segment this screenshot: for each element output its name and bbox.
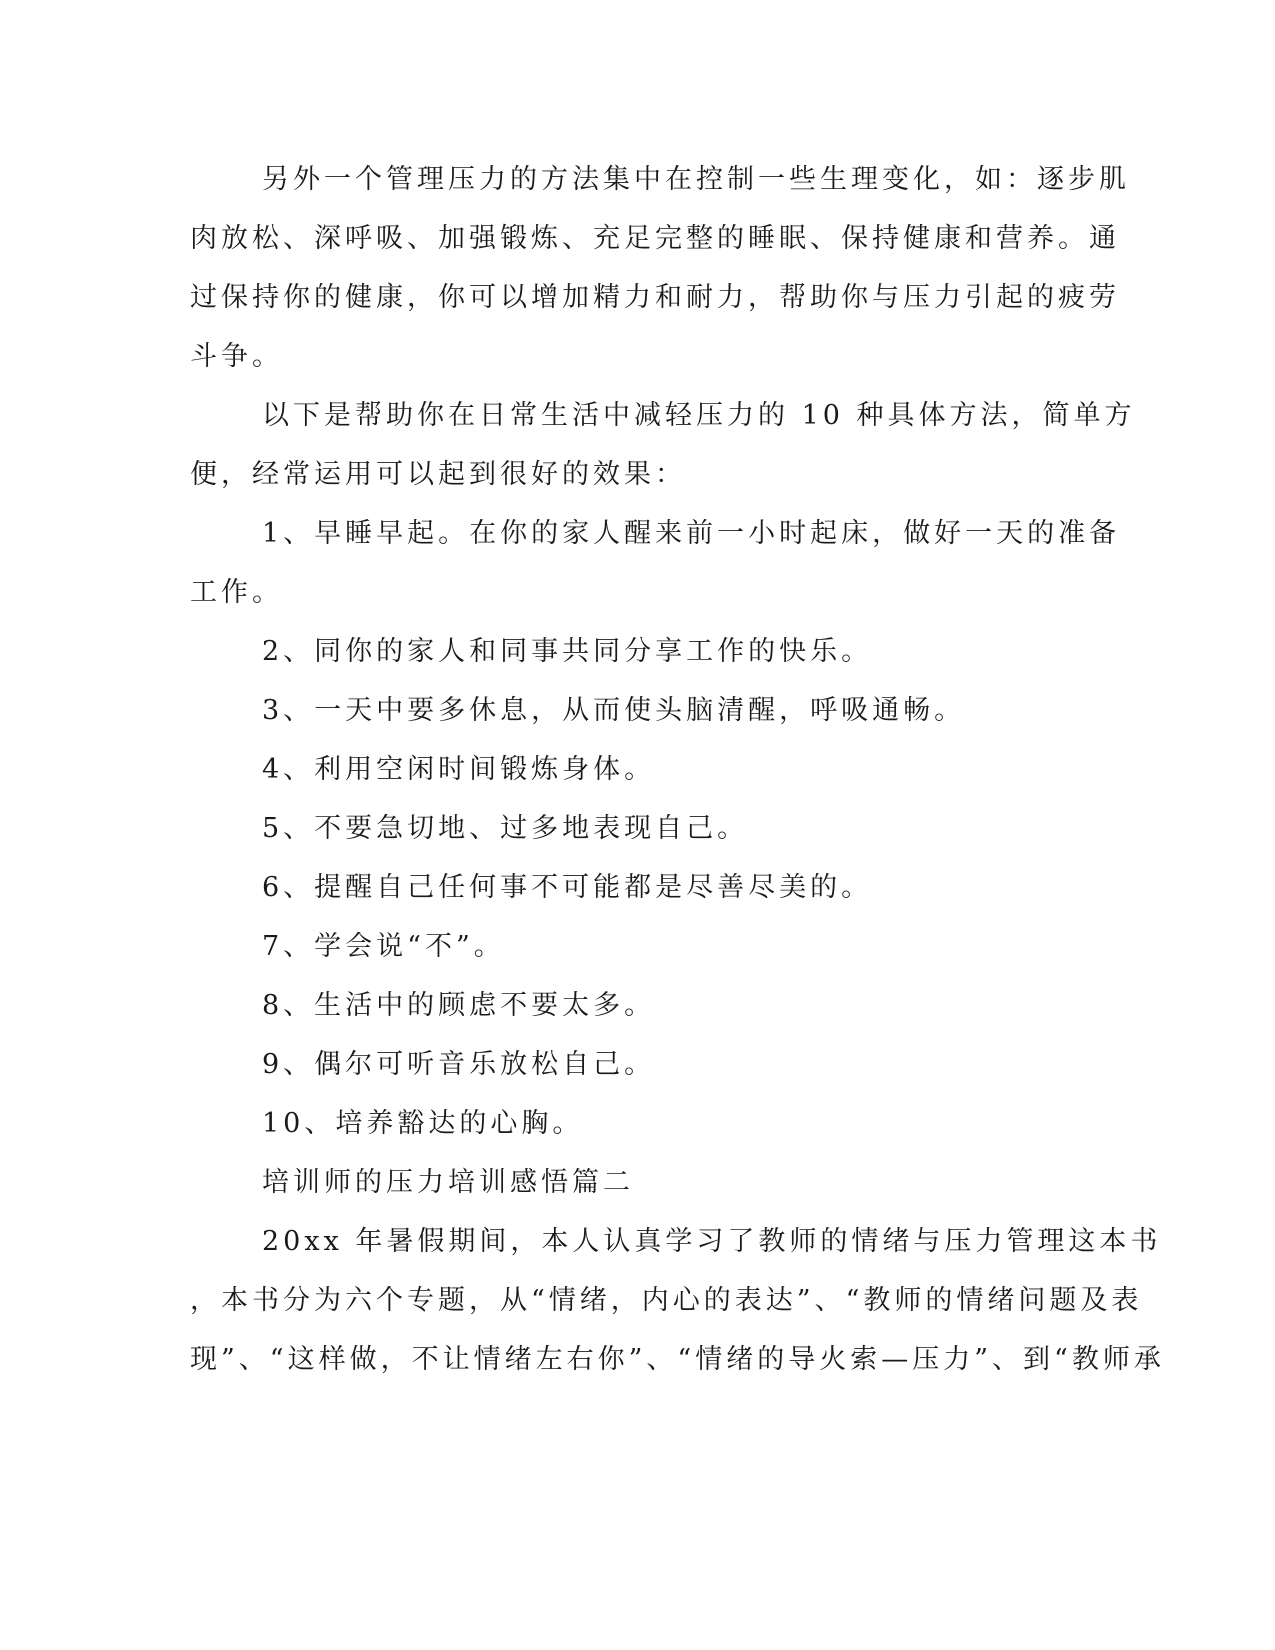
paragraph-3-line-3: 现”、“这样做，不让情绪左右你”、“情绪的导火索—压力”、到“教师承 xyxy=(190,1344,1165,1375)
paragraph-1-line-4: 斗争。 xyxy=(190,341,283,372)
paragraph-3-line-2: ，本书分为六个专题，从“情绪，内心的表达”、“教师的情绪问题及表 xyxy=(190,1285,1143,1316)
paragraph-1-line-2: 肉放松、深呼吸、加强锻炼、充足完整的睡眠、保持健康和营养。通 xyxy=(190,223,1120,254)
list-item-8: 8、生活中的顾虑不要太多。 xyxy=(262,990,656,1021)
paragraph-2-line-2: 便，经常运用可以起到很好的效果： xyxy=(190,459,686,490)
list-item-9: 9、偶尔可听音乐放松自己。 xyxy=(262,1049,656,1080)
paragraph-2-line-1: 以下是帮助你在日常生活中减轻压力的 10 种具体方法，简单方 xyxy=(262,400,1136,431)
list-item-5: 5、不要急切地、过多地表现自己。 xyxy=(262,813,749,844)
list-item-7: 7、学会说“不”。 xyxy=(262,931,505,962)
list-item-2: 2、同你的家人和同事共同分享工作的快乐。 xyxy=(262,636,873,667)
list-item-1-line-2: 工作。 xyxy=(190,577,283,608)
list-item-6: 6、提醒自己任何事不可能都是尽善尽美的。 xyxy=(262,872,873,903)
list-item-1-line-1: 1、早睡早起。在你的家人醒来前一小时起床，做好一天的准备 xyxy=(262,518,1121,549)
paragraph-1-line-3: 过保持你的健康，你可以增加精力和耐力，帮助你与压力引起的疲劳 xyxy=(190,282,1120,313)
paragraph-1-line-1: 另外一个管理压力的方法集中在控制一些生理变化，如：逐步肌 xyxy=(262,164,1130,195)
list-item-10: 10、培养豁达的心胸。 xyxy=(262,1108,584,1139)
paragraph-3-line-1: 20xx 年暑假期间，本人认真学习了教师的情绪与压力管理这本书 xyxy=(262,1226,1162,1257)
section-heading: 培训师的压力培训感悟篇二 xyxy=(262,1167,634,1198)
list-item-4: 4、利用空闲时间锻炼身体。 xyxy=(262,754,656,785)
list-item-3: 3、一天中要多休息，从而使头脑清醒，呼吸通畅。 xyxy=(262,695,966,726)
